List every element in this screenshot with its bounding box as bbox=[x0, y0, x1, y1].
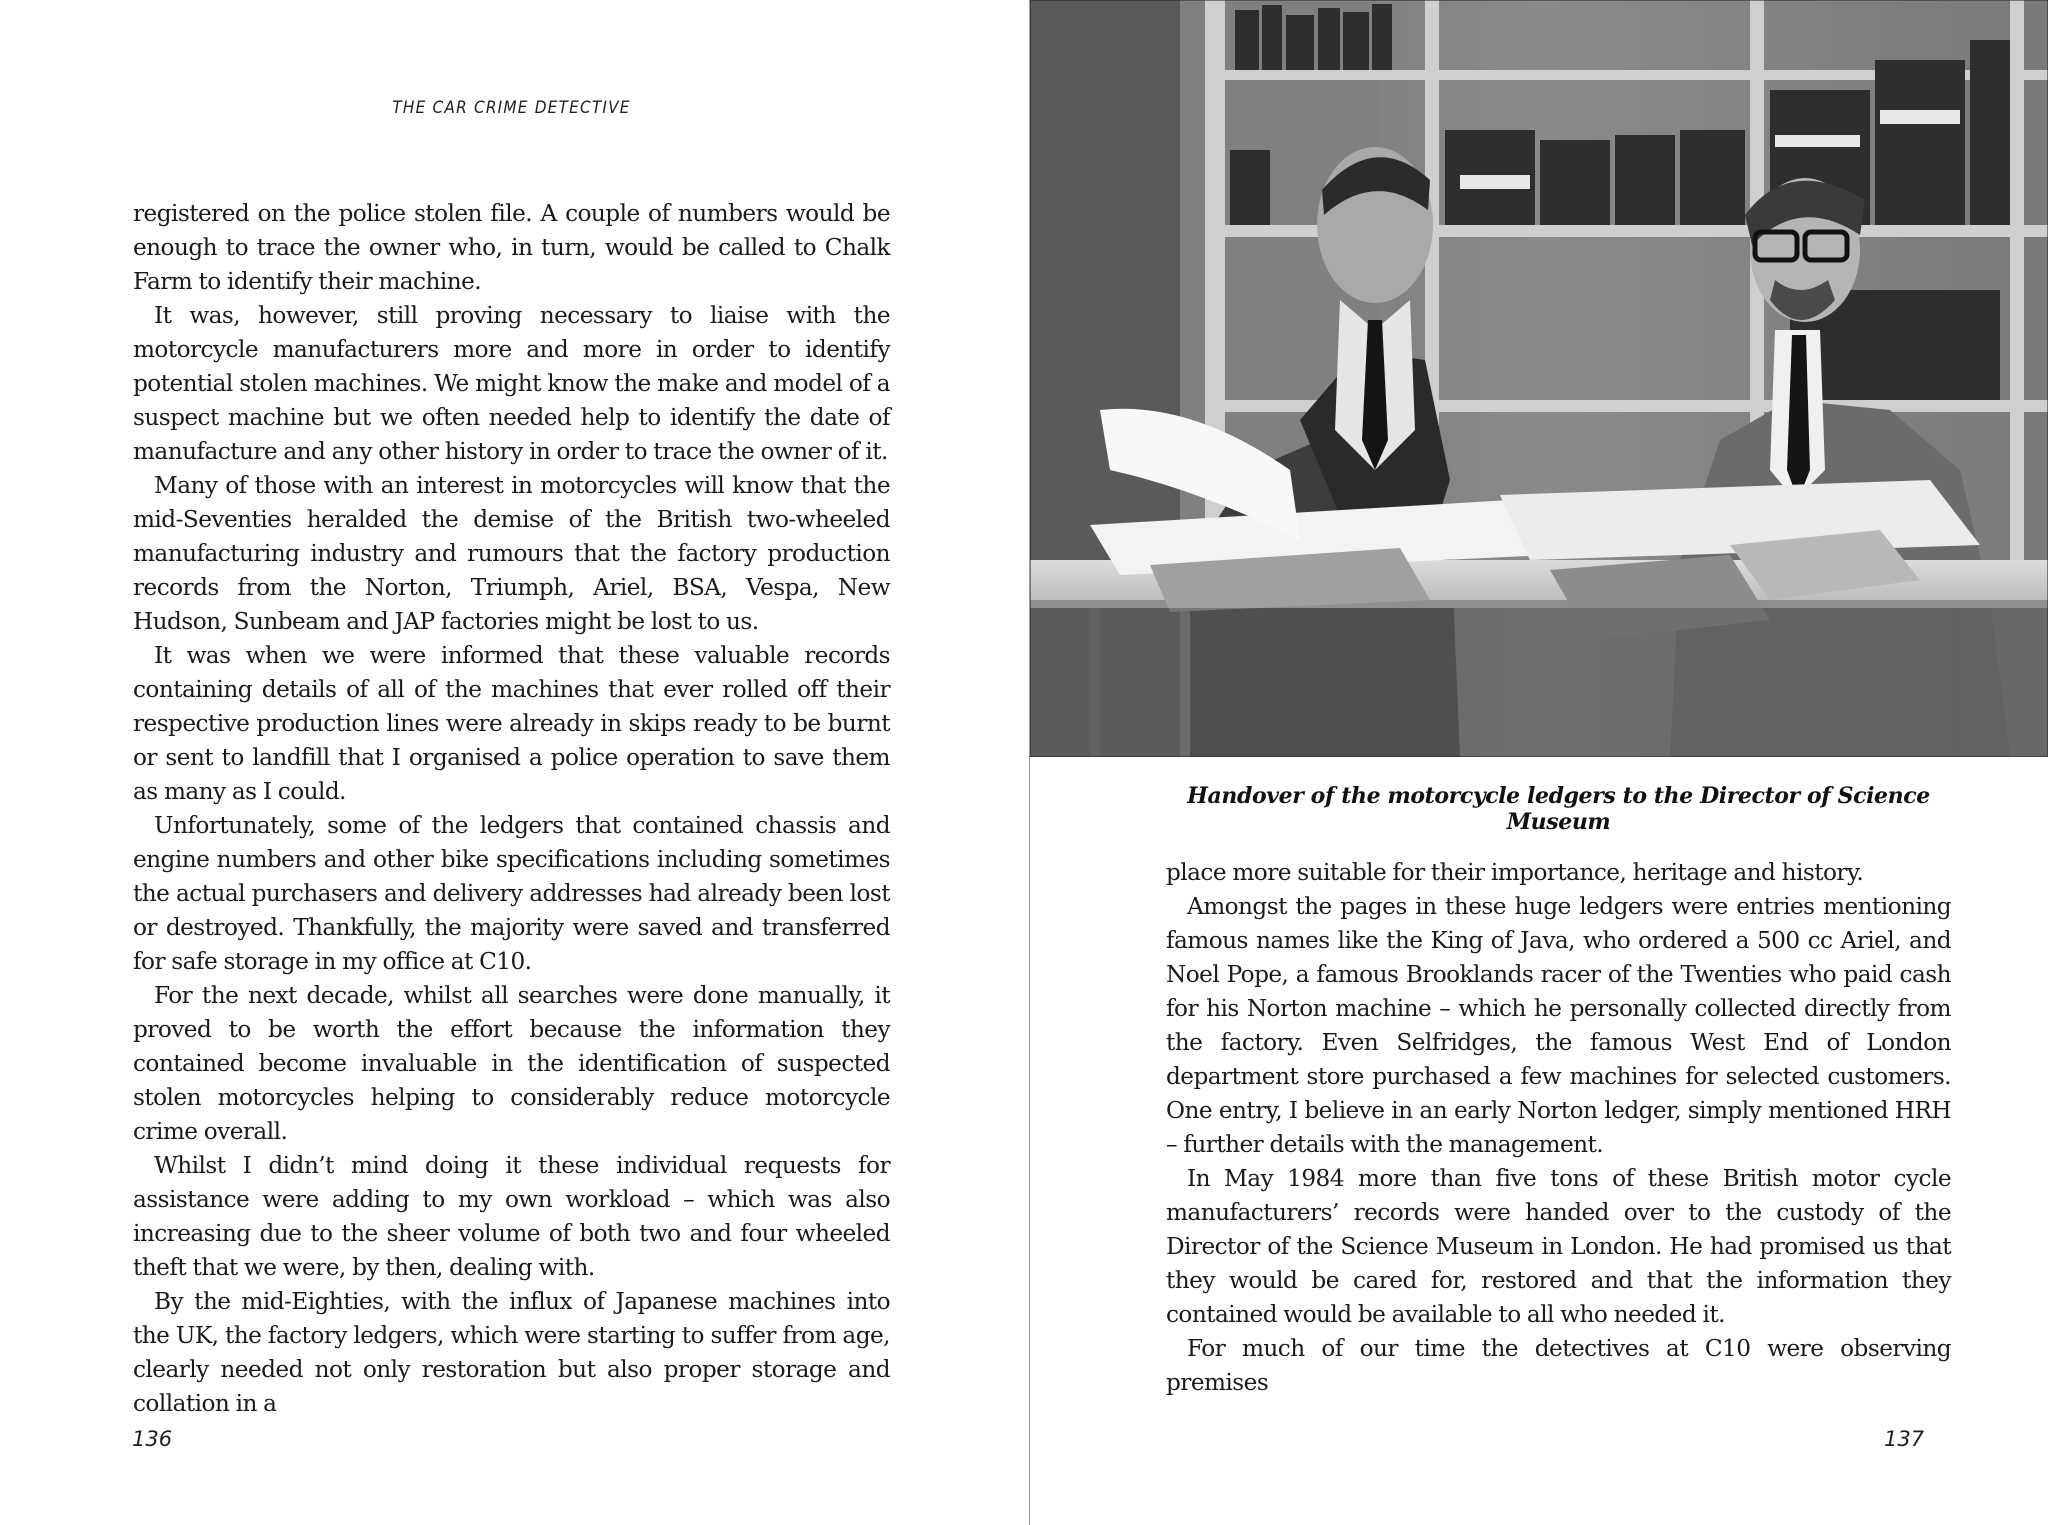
paragraph: It was when we were informed that these valuable records containing details of all of the machines that ever rolled off their respective production lines were already in skips ready to be burnt or sent to landfill that I organised a police operation to save them as many as I could. bbox=[133, 642, 890, 805]
paragraph: Whilst I didn’t mind doing it these individual requests for assistance were adding to my own workload – which was also increasing due to the sheer volume of both two and four wheeled theft that we were, by then, dealing with. bbox=[133, 1152, 890, 1281]
photo-caption: Handover of the motorcycle ledgers to the Director of Science Museum bbox=[1187, 783, 1930, 835]
paragraph: For much of our time the detectives at C10 were observing premises bbox=[1166, 1335, 1951, 1396]
paragraph: By the mid-Eighties, with the influx of Japanese machines into the UK, the factory ledgers, which were starting to suffer from age, clearly needed not only restoration but also proper storage and collation in a bbox=[133, 1288, 890, 1417]
paragraph: registered on the police stolen file. A couple of numbers would be enough to trace the owner who, in turn, would be called to Chalk Farm to identify their machine. bbox=[133, 200, 890, 295]
page-number: 136 bbox=[132, 1427, 173, 1451]
paragraph: In May 1984 more than five tons of these British motor cycle manufacturers’ records were handed over to the custody of the Director of the Science Museum in London. He had promised us that they would be cared for, restored and that the information they contained would be available to all who needed it. bbox=[1166, 1165, 1951, 1328]
photo-ledger-handover bbox=[1030, 0, 2048, 757]
paragraph: place more suitable for their importance, heritage and history. bbox=[1166, 859, 1864, 886]
paragraph: Unfortunately, some of the ledgers that contained chassis and engine numbers and other bike specifications including sometimes the actual purchasers and delivery addresses had already been lost or destroyed. Thankfully, the majority were saved and transferred for safe storage in my office at C10. bbox=[133, 812, 890, 975]
running-head: THE CAR CRIME DETECTIVE bbox=[392, 98, 631, 118]
right-page bbox=[1030, 0, 2048, 1525]
left-body-text bbox=[133, 197, 890, 1421]
right-body-text bbox=[1166, 856, 1951, 1400]
paragraph: For the next decade, whilst all searches were done manually, it proved to be worth the effort because the information they contained become invaluable in the identification of suspected stolen motorcycles helping to considerably reduce motorcycle crime overall. bbox=[133, 982, 890, 1145]
paragraph: It was, however, still proving necessary to liaise with the motorcycle manufacturers more and more in order to identify potential stolen machines. We might know the make and model of a suspect machine but we often needed help to identify the date of manufacture and any other history in order to trace the owner of it. bbox=[133, 302, 890, 465]
paragraph: Amongst the pages in these huge ledgers were entries mentioning famous names like the King of Java, who ordered a 500 cc Ariel, and Noel Pope, a famous Brooklands racer of the Twenties who paid cash for his Norton machine – which he personally collected directly from the factory. Even Selfridges, the famous West End of London department store purchased a few machines for selected customers. One entry, I believe in an early Norton ledger, simply mentioned HRH – further details with the management. bbox=[1166, 893, 1951, 1158]
page-number: 137 bbox=[1884, 1427, 1925, 1451]
paragraph: Many of those with an interest in motorcycles will know that the mid-Seventies heralded the demise of the British two-wheeled manufacturing industry and rumours that the factory production records from the Norton, Triumph, Ariel, BSA, Vespa, New Hudson, Sunbeam and JAP factories might be lost to us. bbox=[133, 472, 890, 635]
